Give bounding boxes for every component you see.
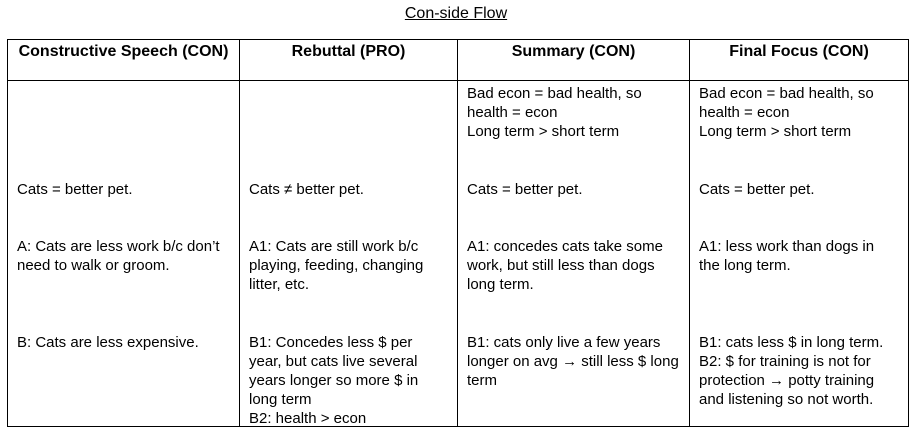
summary-cell (458, 81, 690, 427)
flow-entry: B1: cats only live a few years longer on avg → still less $ long term (467, 334, 679, 389)
flow-entry: A: Cats are less work b/c don’t need to walk or groom. (17, 238, 220, 274)
flow-entry: Bad econ = bad health, so health = econ Long term > short term (467, 85, 642, 140)
header-summary: Summary (CON) (458, 40, 690, 81)
header-final-focus: Final Focus (CON) (690, 40, 909, 81)
flow-entry: Bad econ = bad health, so health = econ Long term > short term (699, 85, 874, 140)
flow-entry: B: Cats are less expensive. (17, 334, 199, 351)
constructive-speech-cell (8, 81, 240, 427)
flow-entry: B1: cats less $ in long term. B2: $ for training is not for protection → potty training and listening so not worth. (699, 334, 884, 408)
flow-entry: Cats = better pet. (699, 181, 815, 198)
header-row (8, 40, 909, 81)
table-row (8, 81, 909, 427)
flow-entry: A1: concedes cats take some work, but still less than dogs long term. (467, 238, 663, 293)
header-constructive-speech: Constructive Speech (CON) (8, 40, 240, 81)
rebuttal-cell (240, 81, 458, 427)
flow-entry: A1: Cats are still work b/c playing, feeding, changing litter, etc. (249, 238, 424, 293)
header-rebuttal: Rebuttal (PRO) (240, 40, 458, 81)
flow-table (7, 39, 909, 427)
flow-entry: Cats = better pet. (467, 181, 583, 198)
flow-entry: Cats = better pet. (17, 181, 133, 198)
page-title: Con-side Flow (404, 5, 508, 22)
flow-entry: A1: less work than dogs in the long term. (699, 238, 875, 274)
final-focus-cell (690, 81, 909, 427)
flow-entry: Cats ≠ better pet. (249, 181, 364, 198)
flow-entry: B1: Concedes less $ per year, but cats live several years longer so more $ in long term B2: health > econ (249, 334, 419, 427)
